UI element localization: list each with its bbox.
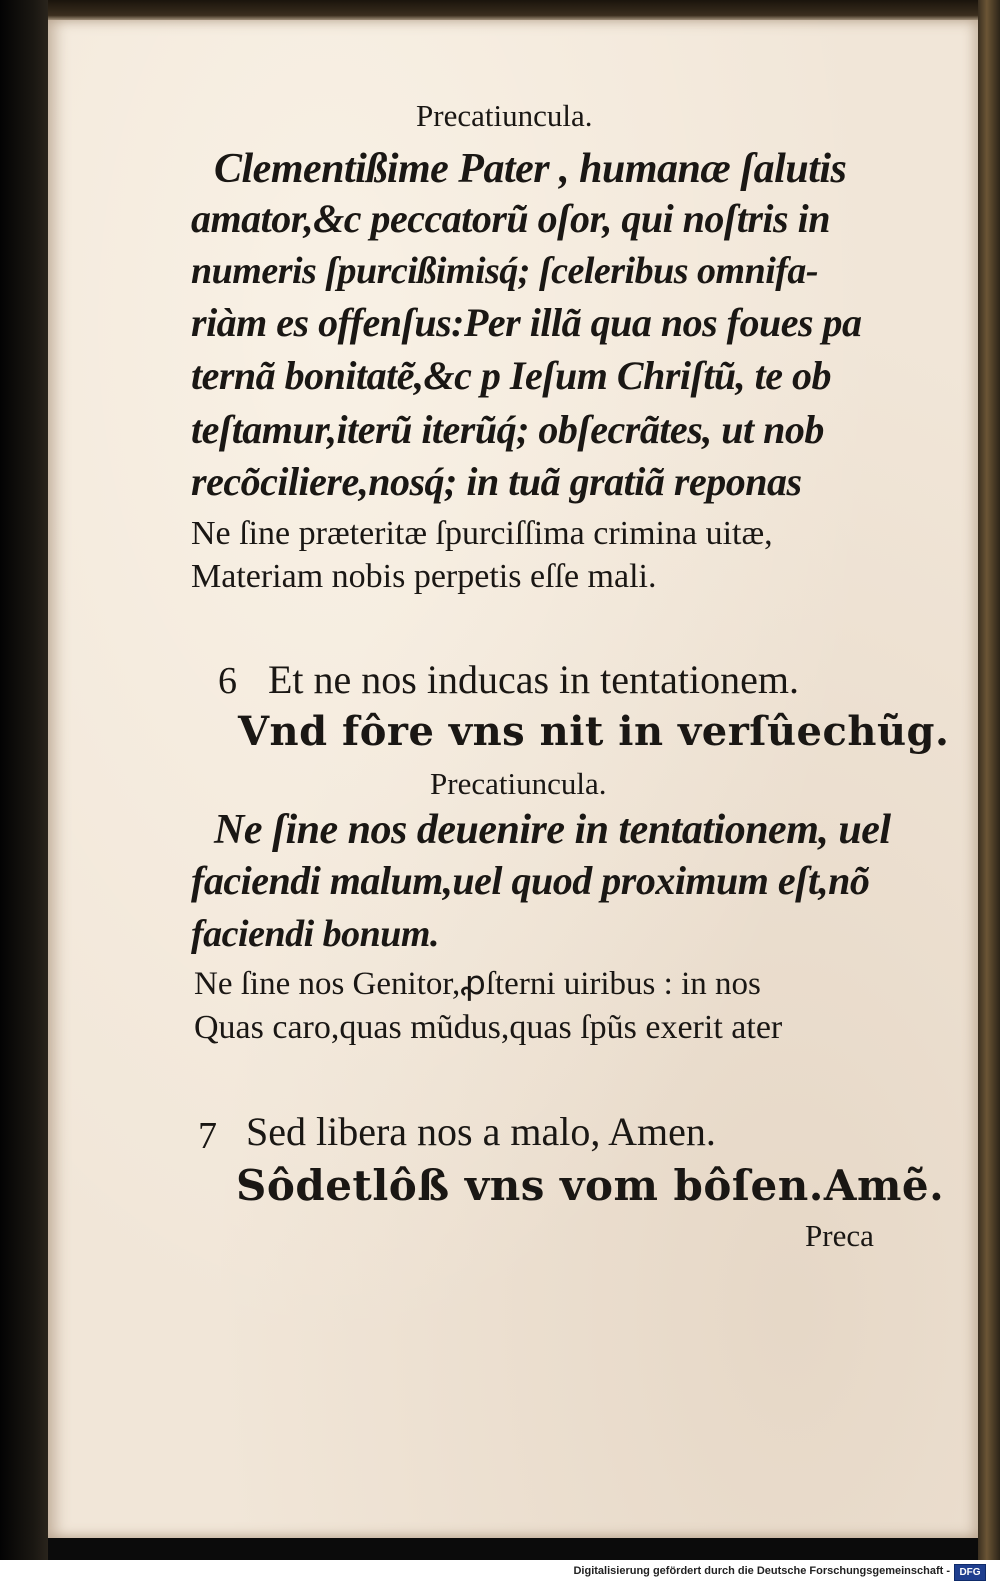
prayer-1-line: riàm es offenſus:Per illã qua nos foues pa [191,300,862,345]
page-top-shadow [48,0,978,22]
petition-7-german: Sôdetlôß vns vom bôſen.Amẽ. [236,1161,945,1210]
prayer-2-line: faciendi bonum. [191,913,439,955]
petition-6-latin: Et ne nos inducas in tentationem. [268,657,799,702]
petition-7-latin: Sed libera nos a malo, Amen. [246,1109,716,1154]
prayer-2-line: Ne ſine nos deuenire in tentationem, uel [214,807,891,853]
dfg-logo: DFG [954,1564,986,1581]
heading-precatiuncula-1: Precatiuncula. [416,98,593,133]
prayer-1-line: ternã bonitatẽ,&c p Ieſum Chriſtũ, te ob [191,353,832,398]
page-right-edge [978,0,1000,1560]
heading-precatiuncula-2: Precatiuncula. [430,766,607,801]
digitization-footer [0,1560,1000,1585]
verse-1-line: Ne ſine præteritæ ſpurciſſima crimina uitæ, [191,515,773,552]
prayer-1-line: teſtamur,iterũ iterũq́; obſecrãtes, ut nob [191,407,824,452]
verse-1-line: Materiam nobis perpetis eſſe mali. [191,558,657,595]
petition-7-number: 7 [198,1115,217,1157]
verse-2-line: Quas caro,quas mũdus,quas ſpũs exerit ater [194,1009,783,1046]
catchword: Preca [805,1218,874,1253]
prayer-1-line: numeris ſpurcißimisq́; ſceleribus omnifa- [191,250,819,292]
prayer-1-line: recõciliere,nosq́; in tuã gratiã reponas [191,459,802,504]
verse-2-line: Ne ſine nos Genitor,ꝓſterni uiribus : in nos [194,966,761,1002]
petition-6-number: 6 [218,660,237,702]
dfg-credit-text: Digitalisierung gefördert durch die Deutsche Forschungsgemeinschaft - [573,1565,950,1577]
prayer-2-line: faciendi malum,uel quod proximum eſt,nõ [191,858,870,903]
prayer-1-line: Clementißime Pater , humanæ ſalutis [214,146,847,192]
petition-6-german: Vnd fôre vns nit in verſûechũg. [238,708,950,755]
book-spine-shadow [0,0,48,1560]
prayer-1-line: amator,&c peccatorũ oſor, qui noſtris in [191,196,830,241]
